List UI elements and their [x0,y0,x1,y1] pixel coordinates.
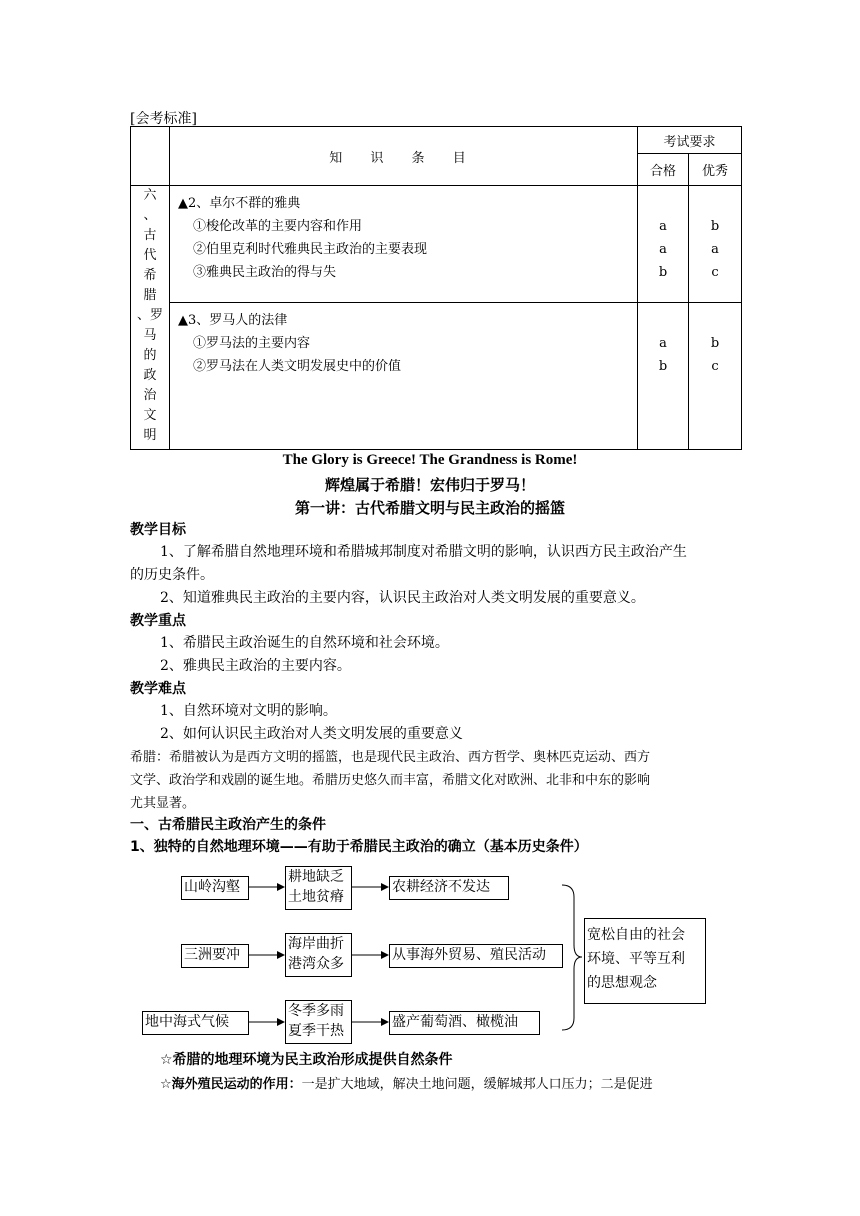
goal-1-line1: 1、了解希腊自然地理环境和希腊城邦制度对希腊文明的影响，认识西方民主政治产生 [160,544,687,560]
level-value: b [710,219,720,234]
diagram-seasons-box [285,1000,352,1044]
standard-label: [会考标准] [130,111,197,127]
diagram-trade-box: 从事海外贸易、殖民活动 [389,944,563,968]
header-knowledge-item: 知 识 条 目 [170,127,638,186]
unit-char: 古 [143,228,157,243]
level-value: a [711,242,719,257]
chinese-title: 辉煌属于希腊！宏伟归于罗马！ [324,476,535,494]
unit-char: 六 [143,188,157,203]
topic-3-item: ①罗马法的主要内容 [193,336,311,351]
diagram-text: 港湾众多 [288,956,344,972]
level-value: a [659,336,667,351]
key-point-1: 1、希腊民主政治诞生的自然环境和社会环境。 [160,635,449,651]
unit-char: 政 [143,368,157,383]
diagram-text: 环境、平等互利 [587,951,685,967]
diagram-text: 的思想观念 [587,975,657,991]
diagram-text: 土地贫瘠 [288,889,344,905]
diagram-produce-box: 盛产葡萄酒、橄榄油 [389,1011,540,1035]
greece-note-line3: 尤其显著。 [130,796,196,811]
header-excellent: 优秀 [689,154,742,186]
unit-char: 的 [143,348,157,363]
diagram-climate-box: 地中海式气候 [142,1011,249,1035]
goal-1-line2: 的历史条件。 [130,567,214,583]
header-pass: 合格 [638,154,689,186]
level-value: c [711,265,719,280]
level-value: b [710,336,720,351]
diagram-coast-box [285,933,352,977]
level-value: b [658,265,668,280]
diagram-text: 宽松自由的社会 [587,927,685,943]
unit-char: 希 [143,268,157,283]
key-point-2: 2、雅典民主政治的主要内容。 [160,658,351,674]
level-value: a [659,242,667,257]
unit-char: 马 [143,328,157,343]
unit-char: 治 [143,388,157,403]
unit-char: 、罗 [136,308,163,323]
topic-2-item: ①梭伦改革的主要内容和作用 [193,219,363,234]
level-value: c [711,359,719,374]
note-2-text: 一是扩大地域，解决土地问题，缓解城邦人口压力；二是促进 [301,1077,653,1092]
section-1-sub1: 1、独特的自然地理环境——有助于希腊民主政治的确立（基本历史条件） [130,839,588,855]
greece-note-line1: 希腊：希腊被认为是西方文明的摇篮，也是现代民主政治、西方哲学、奥林匹克运动、西方 [130,750,651,765]
topic-2-item: ②伯里克利时代雅典民主政治的主要表现 [193,242,428,257]
diagram-mountains-box: 山岭沟壑 [181,876,249,900]
topic-3-item: ②罗马法在人类文明发展史中的价值 [193,359,402,374]
topic-3-title: ▲3、罗马人的法律 [178,313,288,328]
note-2 [160,1073,653,1092]
unit-char: 、 [143,208,157,223]
note-1: ☆希腊的地理环境为民主政治形成提供自然条件 [160,1052,453,1068]
diagram-farmland-box [285,866,352,910]
diagram-agriculture-box: 农耕经济不发达 [389,876,509,900]
goal-2: 2、知道雅典民主政治的主要内容，认识民主政治对人类文明发展的重要意义。 [160,590,645,606]
unit-char: 明 [143,428,157,443]
english-title: The Glory is Greece! The Grandness is Rome! [282,452,578,468]
difficulty-2: 2、如何认识民主政治对人类文明发展的重要意义 [160,726,463,742]
level-value: b [658,359,668,374]
diagram-text: 海岸曲折 [288,936,344,952]
diagram-text: 耕地缺乏 [288,869,344,885]
difficulty-1: 1、自然环境对文明的影响。 [160,703,337,719]
difficulties-heading: 教学难点 [130,681,186,697]
level-value: a [659,219,667,234]
diagram-three-continents-box: 三洲要冲 [181,944,249,968]
diagram-result-box [584,918,706,1004]
unit-char: 腊 [143,288,157,303]
diagram-text: 冬季多雨 [288,1003,344,1019]
unit-char: 代 [143,248,157,263]
greece-note-line2: 文学、政治学和戏剧的诞生地。希腊历史悠久而丰富，希腊文化对欧洲、北非和中东的影响 [130,773,651,788]
topic-2-title: ▲2、卓尔不群的雅典 [178,196,301,211]
lecture-title: 第一讲：古代希腊文明与民主政治的摇篮 [294,499,565,517]
header-exam-requirement: 考试要求 [638,127,742,154]
key-points-heading: 教学重点 [130,613,186,629]
note-2-label: ☆海外殖民运动的作用： [160,1077,302,1092]
unit-char: 文 [143,408,157,423]
goals-heading: 教学目标 [130,522,186,538]
topic-2-item: ③雅典民主政治的得与失 [193,265,337,280]
section-1-heading: 一、古希腊民主政治产生的条件 [130,817,326,833]
diagram-text: 夏季干热 [288,1023,344,1039]
